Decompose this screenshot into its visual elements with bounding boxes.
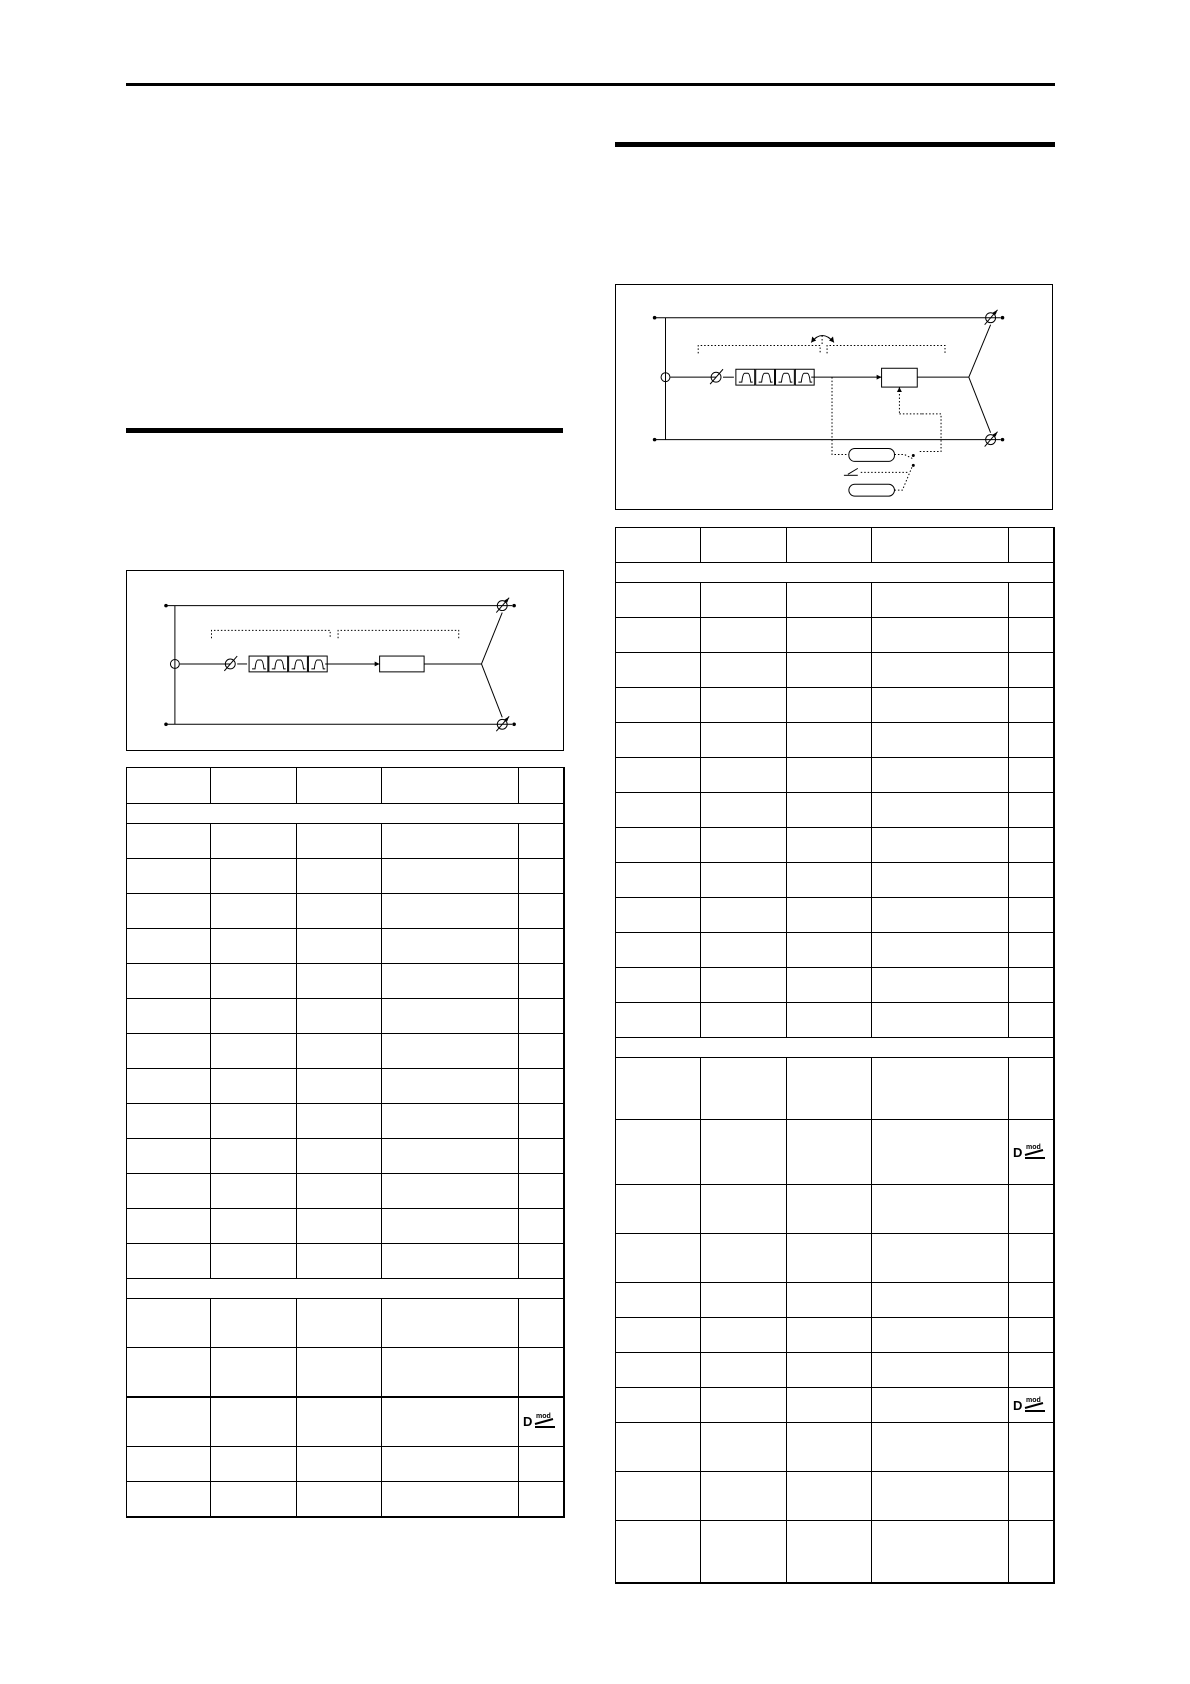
table-row (616, 1472, 1054, 1521)
table-row (616, 618, 1054, 653)
table-row (616, 1185, 1054, 1234)
dmod-sup: mod (535, 1413, 551, 1421)
section-header-row (616, 563, 1054, 583)
table-row (127, 894, 564, 929)
section-header-row (616, 1038, 1054, 1058)
dmod-source-icon (1012, 1395, 1050, 1413)
table-row (616, 1283, 1054, 1318)
table-row (616, 1058, 1054, 1120)
table-row (616, 968, 1054, 1003)
table-row (616, 1521, 1054, 1583)
table-row (616, 828, 1054, 863)
section-header-row (127, 804, 564, 824)
table-row (616, 583, 1054, 618)
table-row (616, 1423, 1054, 1472)
dmod-cell (519, 1397, 564, 1447)
parameter-table-right (615, 527, 1055, 1584)
table-row (616, 653, 1054, 688)
left-diagram-svg (127, 571, 563, 750)
table-row (616, 1318, 1054, 1353)
section-header-row (127, 1279, 564, 1299)
table-row (616, 1388, 1054, 1423)
table-header-row (616, 528, 1054, 563)
table-row (127, 1034, 564, 1069)
table-row (127, 1139, 564, 1174)
table-row (127, 1244, 564, 1279)
table-row (127, 929, 564, 964)
table-row (127, 1174, 564, 1209)
table-row (127, 824, 564, 859)
parameter-table-left (126, 767, 565, 1518)
table-row (127, 1348, 564, 1397)
dmod-cell (1009, 1120, 1054, 1185)
dmod-source-icon (522, 1411, 560, 1429)
table-row (127, 1069, 564, 1104)
table-row (127, 1397, 564, 1447)
table-row (616, 1003, 1054, 1038)
table-row (127, 1299, 564, 1348)
table-row (616, 863, 1054, 898)
effect-block-diagram-right (615, 284, 1053, 510)
table-row (127, 1209, 564, 1244)
dmod-source-icon (1012, 1142, 1050, 1160)
dmod-sup: mod (1025, 1396, 1041, 1404)
dmod-letter: D (1012, 1144, 1023, 1160)
table-row (127, 1447, 564, 1482)
table-row (127, 999, 564, 1034)
dmod-letter: D (522, 1414, 533, 1430)
table-row (616, 793, 1054, 828)
table-row (616, 1353, 1054, 1388)
table-row (616, 933, 1054, 968)
table-row (127, 1104, 564, 1139)
top-rule (126, 83, 1055, 86)
dmod-cell (1009, 1388, 1054, 1423)
right-diagram-svg (616, 285, 1052, 509)
table-row (616, 688, 1054, 723)
dmod-letter: D (1012, 1397, 1023, 1413)
table-row (127, 859, 564, 894)
table-row (616, 1120, 1054, 1185)
table-row (616, 758, 1054, 793)
left-section-heading-rule (126, 428, 563, 433)
table-row (616, 723, 1054, 758)
table-header-row (127, 768, 564, 804)
table-row (616, 898, 1054, 933)
table-row (616, 1234, 1054, 1283)
right-section-heading-rule (615, 142, 1055, 147)
effect-block-diagram-left (126, 570, 564, 751)
dmod-sup: mod (1025, 1143, 1041, 1151)
table-row (127, 964, 564, 999)
table-row (127, 1482, 564, 1517)
